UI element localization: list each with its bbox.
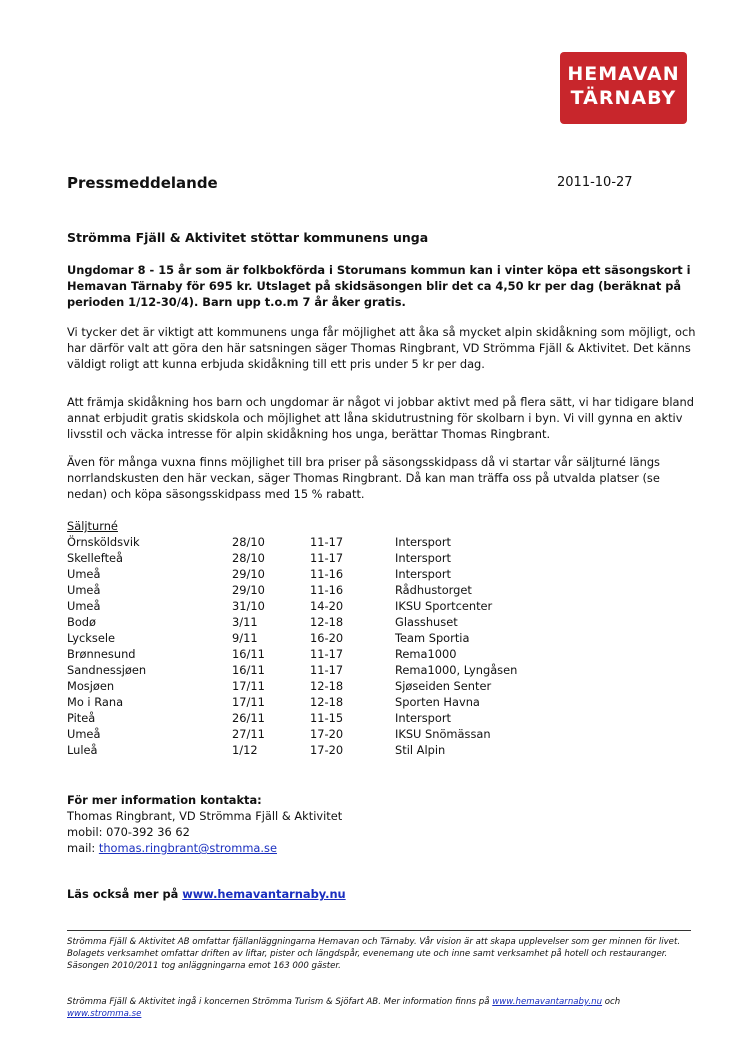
tour-time: 17-20: [310, 743, 344, 757]
table-row: [67, 566, 667, 582]
tour-venue: Intersport: [395, 711, 452, 725]
table-row: [67, 630, 667, 646]
tour-venue: IKSU Sportcenter: [395, 599, 493, 613]
tour-venue: Rema1000, Lyngåsen: [395, 663, 518, 677]
tour-city: Örnsköldsvik: [67, 535, 140, 549]
footer-text: Strömma Fjäll & Aktivitet ingå i koncernen Strömma Turism & Sjöfart AB. Mer information finns på: [67, 997, 493, 1007]
tour-city: Umeå: [67, 727, 101, 741]
tour-date: 17/11: [232, 695, 265, 709]
contact-heading: För mer information kontakta:: [67, 793, 262, 807]
tour-date: 1/12: [232, 743, 258, 757]
contact-block: [67, 792, 342, 856]
table-row: [67, 662, 667, 678]
tour-time: 14-20: [310, 599, 344, 613]
tour-city: Mosjøen: [67, 679, 115, 693]
tour-time: 11-17: [310, 551, 344, 565]
tour-venue: Intersport: [395, 535, 452, 549]
tour-date: 26/11: [232, 711, 265, 725]
tour-date: 16/11: [232, 647, 265, 661]
paragraph-1: Vi tycker det är viktigt att kommunens unga får möjlighet att åka så mycket alpin skidåkning som möjligt, och har därför valt att göra den här satsningen säger Thomas Ringbrant, VD Strömma Fjäll & Aktivitet. Det känns väldigt roligt att kunna erbjuda skidåkning till ett pris under 5 kr per dag.: [67, 325, 696, 371]
table-row: [67, 694, 667, 710]
table-row: [67, 710, 667, 726]
logo-line1: HEMAVAN: [567, 63, 680, 85]
tour-time: 12-18: [310, 615, 344, 629]
tour-time: 11-16: [310, 583, 344, 597]
paragraph-3: Även för många vuxna finns möjlighet till bra priser på säsongsskidpass då vi startar vår säljturné längs norrlandskusten den här veckan, säger Thomas Ringbrant. Då kan man träffa oss på utvalda platser (se nedan) och köpa säsongsskidpass med 15 % rabatt.: [67, 455, 660, 501]
table-row: [67, 614, 667, 630]
read-more-label: Läs också mer på: [67, 887, 183, 901]
tour-venue: Rema1000: [395, 647, 457, 661]
tour-date: 29/10: [232, 567, 265, 581]
tour-time: 11-15: [310, 711, 344, 725]
table-row: [67, 646, 667, 662]
footer-conjunction: och: [602, 997, 621, 1007]
footer-divider: [67, 930, 691, 931]
tour-time: 11-17: [310, 663, 344, 677]
table-row: [67, 598, 667, 614]
tour-venue: Intersport: [395, 551, 452, 565]
footer-paragraph-2: [67, 996, 687, 1020]
paragraph-2: Att främja skidåkning hos barn och ungdomar är något vi jobbar aktivt med på flera sätt, vi har tidigare bland annat erbjudit gratis skidskola och möjlighet att låna skidutrustning för skolbarn i byn. Vi vill gynna en aktiv livsstil och väcka intresse för alpin skidåkning hos unga, berättar Thomas Ringbrant.: [67, 395, 694, 441]
tour-venue: Intersport: [395, 567, 452, 581]
table-row: [67, 582, 667, 598]
tour-city: Sandnessjøen: [67, 663, 147, 677]
tour-city: Bodø: [67, 615, 96, 629]
website-link[interactable]: www.hemavantarnaby.nu: [182, 887, 346, 901]
tour-date: 17/11: [232, 679, 265, 693]
table-row: [67, 550, 667, 566]
tour-venue: Team Sportia: [395, 631, 470, 645]
footer-link-stromma[interactable]: www.stromma.se: [67, 1009, 142, 1019]
press-title: Strömma Fjäll & Aktivitet stöttar kommunens unga: [67, 230, 429, 245]
tour-date: 28/10: [232, 551, 265, 565]
tour-venue: Sporten Havna: [395, 695, 480, 709]
tour-venue: Stil Alpin: [395, 743, 446, 757]
tour-venue: Sjøseiden Senter: [395, 679, 492, 693]
contact-mail-label: mail:: [67, 841, 99, 855]
footer-link-hemavan[interactable]: www.hemavantarnaby.nu: [492, 997, 603, 1007]
hemavan-tarnaby-logo: [560, 52, 687, 124]
tour-date: 3/11: [232, 615, 258, 629]
tour-time: 17-20: [310, 727, 344, 741]
contact-mail-line: [67, 840, 342, 856]
tour-time: 12-18: [310, 679, 344, 693]
tour-city: Brønnesund: [67, 647, 136, 661]
tour-city: Luleå: [67, 743, 98, 757]
tour-city: Umeå: [67, 567, 101, 581]
read-more-line: [67, 887, 346, 901]
tour-date: 31/10: [232, 599, 265, 613]
tour-venue: Rådhustorget: [395, 583, 472, 597]
table-row: [67, 726, 667, 742]
contact-mobile: mobil: 070-392 36 62: [67, 825, 190, 839]
contact-name: Thomas Ringbrant, VD Strömma Fjäll & Aktivitet: [67, 809, 343, 823]
tour-date: 29/10: [232, 583, 265, 597]
footer-paragraph-1: Strömma Fjäll & Aktivitet AB omfattar fjällanläggningarna Hemavan och Tärnaby. Vår vision är att skapa upplevelser som ger minnen för livet. Bolagets verksamhet omfattar driften av liftar, pister och längdspår, evenemang ute och inne samt verksamhet på hotell och restauranger. Säsongen 2010/2011 tog anläggningarna emot 163 000 gäster.: [67, 937, 681, 971]
sales-tour-table: [67, 518, 667, 758]
tour-time: 11-17: [310, 535, 344, 549]
contact-mail-link[interactable]: thomas.ringbrant@stromma.se: [98, 841, 277, 855]
sales-tour-title: Säljturné: [67, 519, 118, 533]
tour-city: Piteå: [67, 711, 96, 725]
tour-city: Umeå: [67, 599, 101, 613]
tour-date: 27/11: [232, 727, 265, 741]
tour-venue: IKSU Snömässan: [395, 727, 491, 741]
tour-date: 28/10: [232, 535, 265, 549]
tour-city: Lycksele: [67, 631, 116, 645]
tour-time: 16-20: [310, 631, 344, 645]
tour-city: Umeå: [67, 583, 101, 597]
tour-city: Mo i Rana: [67, 695, 124, 709]
tour-time: 11-16: [310, 567, 344, 581]
lead-paragraph: Ungdomar 8 - 15 år som är folkbokförda i Storumans kommun kan i vinter köpa ett säsongskort i Hemavan Tärnaby för 695 kr. Utslaget på skidsäsongen blir det ca 4,50 kr per dag (beräknat på perioden 1/12-30/4). Barn upp t.o.m 7 år åker gratis.: [67, 263, 691, 309]
table-row: [67, 742, 667, 758]
tour-venue: Glasshuset: [395, 615, 458, 629]
tour-time: 12-18: [310, 695, 344, 709]
table-row: [67, 678, 667, 694]
tour-time: 11-17: [310, 647, 344, 661]
document-heading: Pressmeddelande: [67, 174, 218, 192]
document-date: 2011-10-27: [557, 175, 633, 190]
table-row: [67, 534, 667, 550]
tour-date: 16/11: [232, 663, 265, 677]
logo-line2: TÄRNABY: [570, 87, 677, 109]
tour-date: 9/11: [232, 631, 258, 645]
tour-city: Skellefteå: [67, 551, 124, 565]
